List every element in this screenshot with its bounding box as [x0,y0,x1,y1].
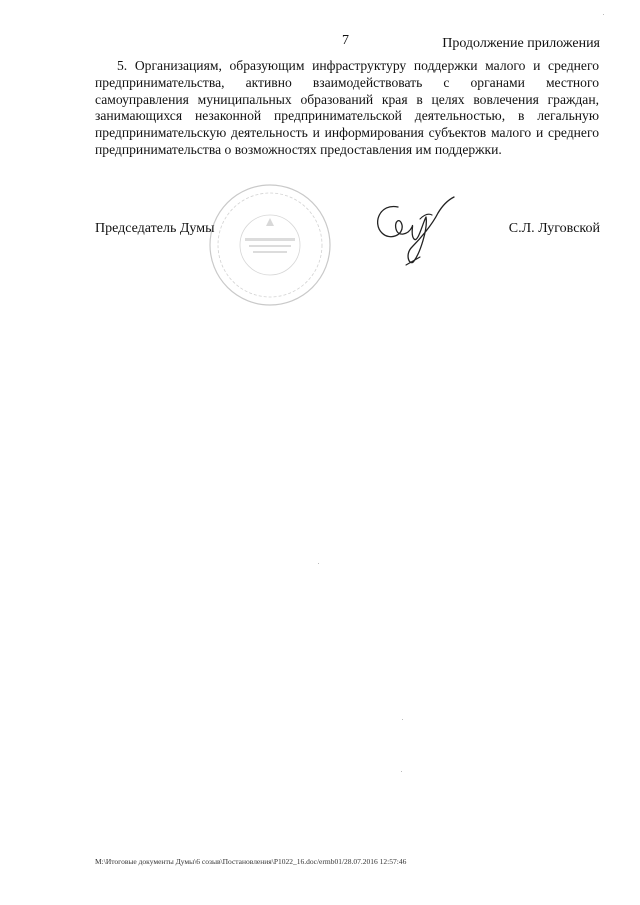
continuation-note: Продолжение приложения [442,36,600,51]
official-stamp-icon [205,180,335,310]
signatory-name: С.Л. Луговской [508,221,600,236]
scan-speck [603,14,604,15]
signatory-title: Председатель Думы [95,221,215,236]
scan-speck [401,771,402,772]
item-5-paragraph: 5. Организациям, образующим инфраструктуру поддержки малого и среднего предпринимательства, активно взаимодействовать с органами местного самоуправления муниципальных образований края в целях вовлечения граждан, занимающихся незаконной предпринимательской деятельностью, в легальную предпринимательскую деятельность и информирования субъектов малого и среднего предпринимательства о возможностях предоставления им поддержки. [95,58,599,157]
handwritten-signature-icon [360,195,470,275]
page-number: 7 [342,33,349,48]
scan-speck [318,563,319,564]
file-path-footer: M:\Итоговые документы Думы\6 созыв\Постановления\P1022_16.doc/ermb01/28.07.2016 12:57:46 [95,857,407,866]
scan-speck [402,719,403,720]
